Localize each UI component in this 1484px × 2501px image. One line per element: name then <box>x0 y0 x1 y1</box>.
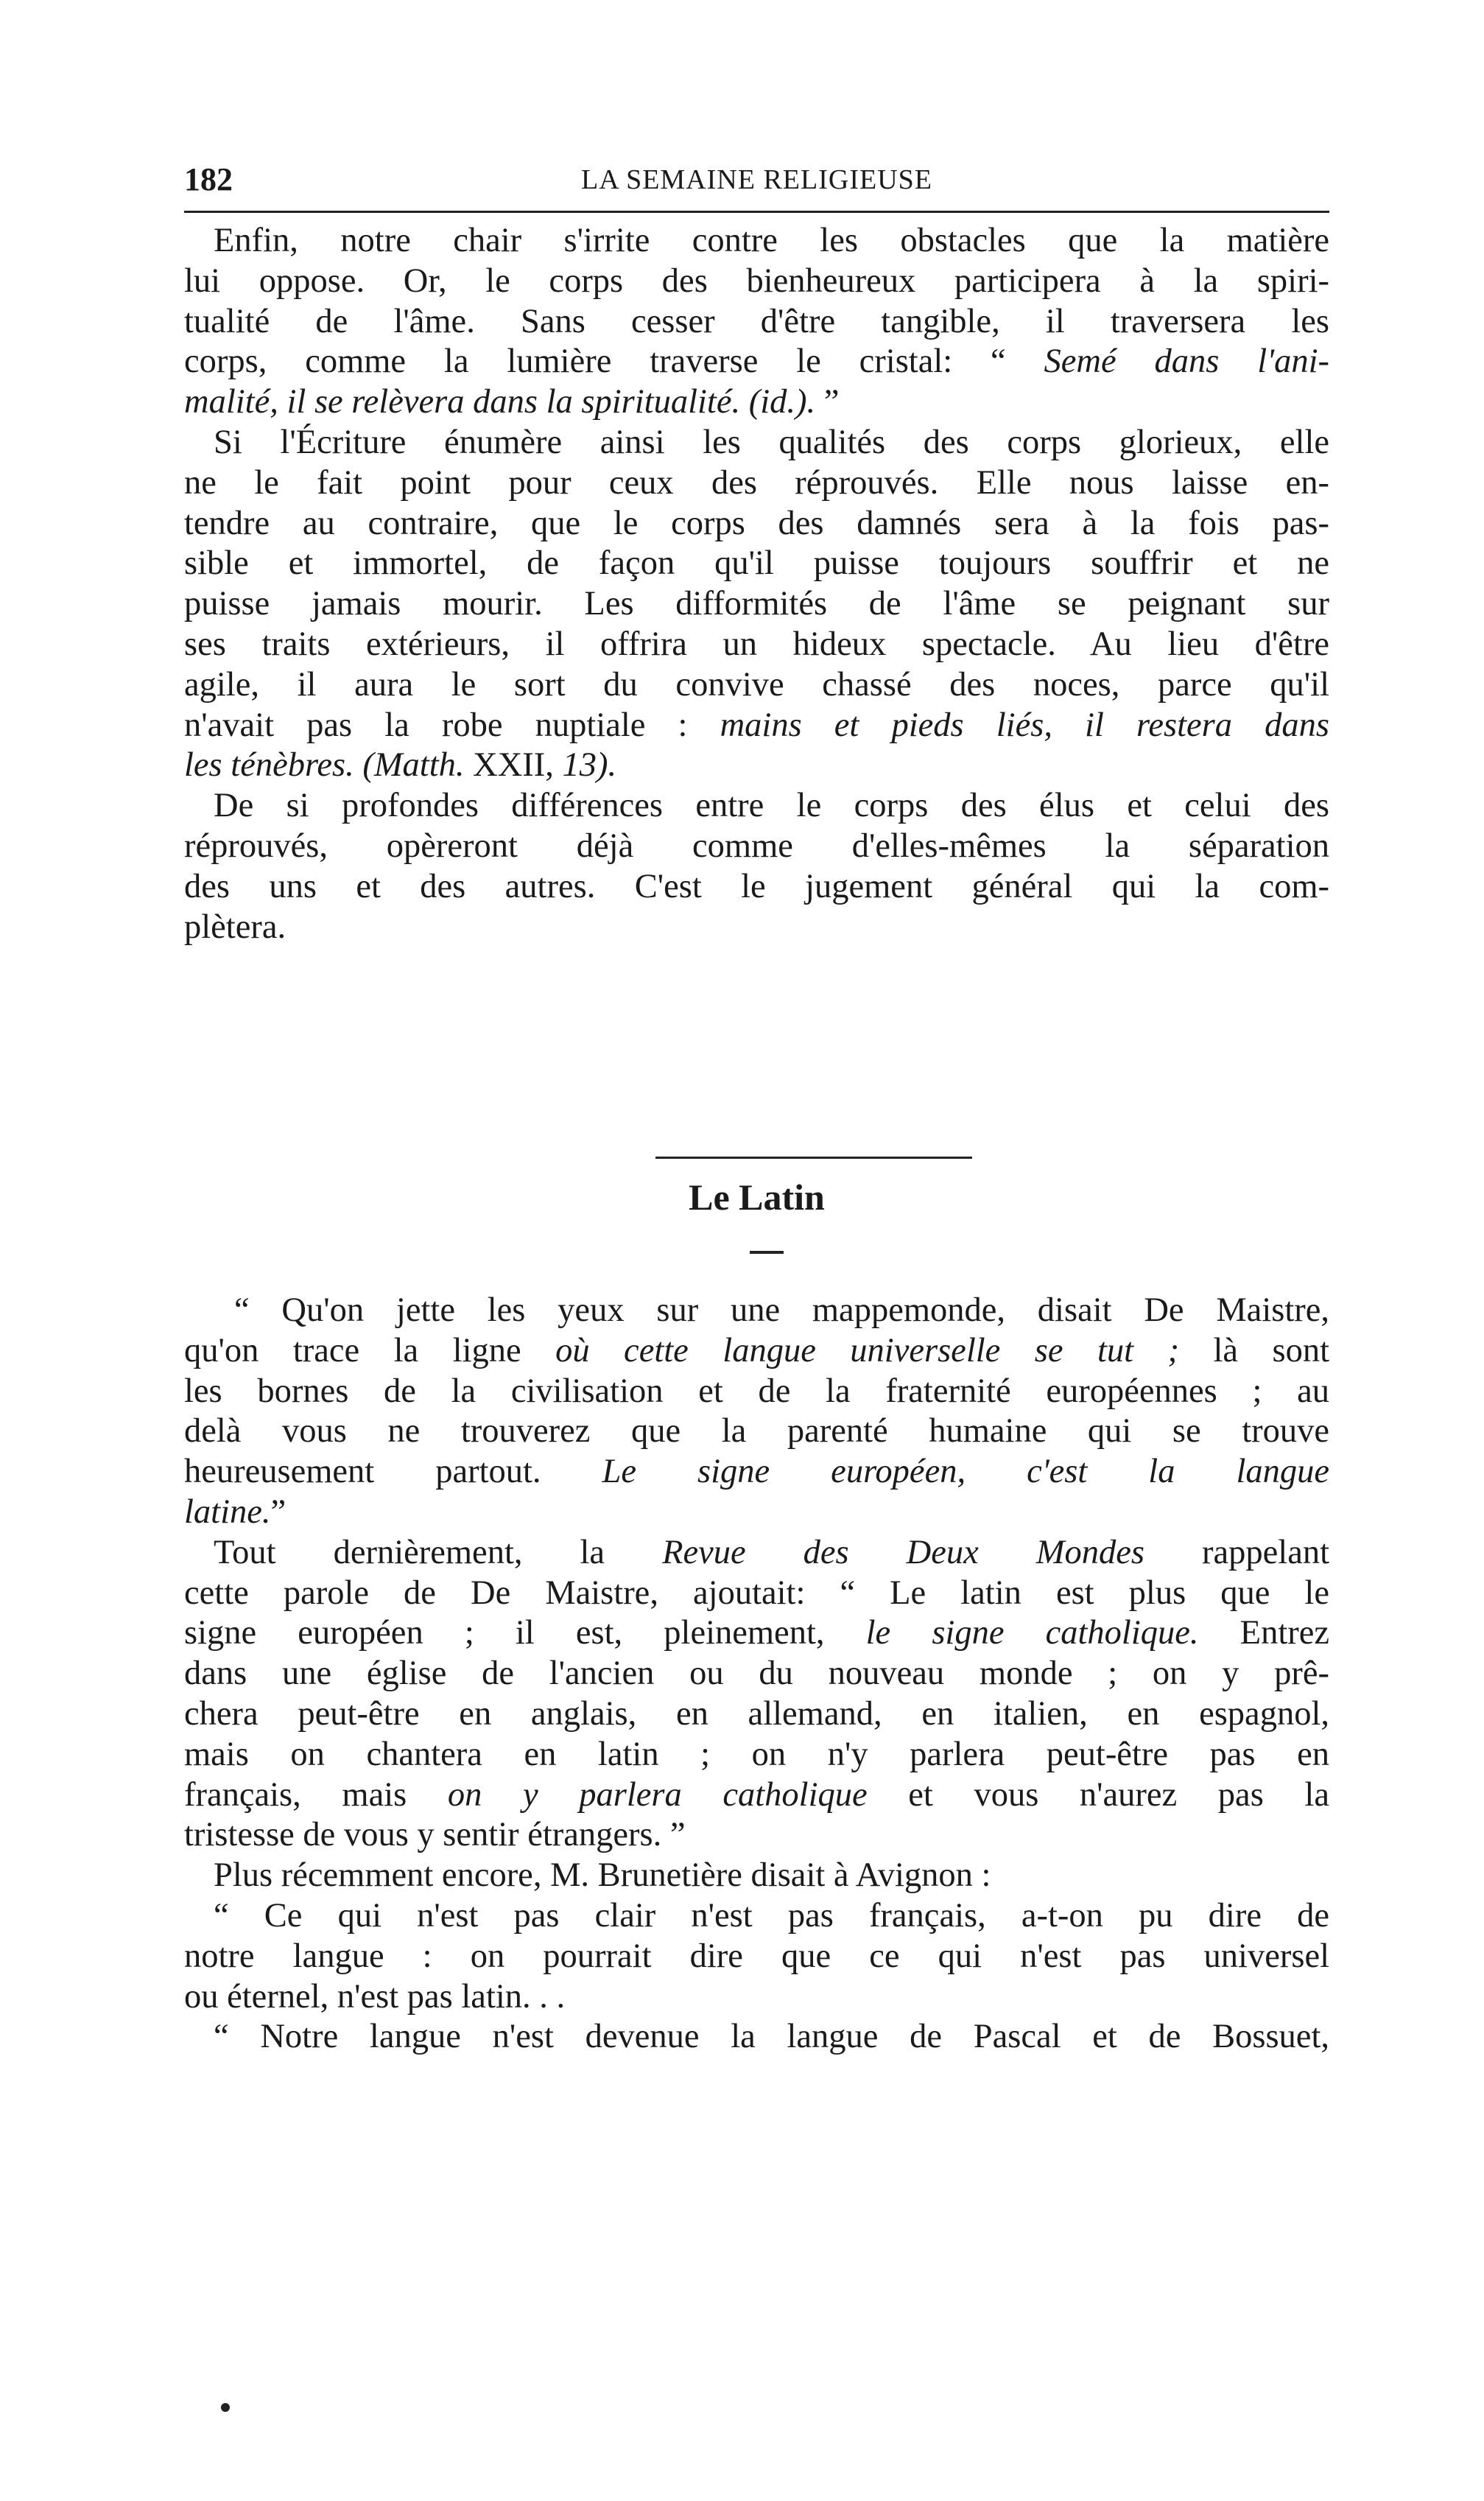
text-line <box>184 1331 1329 1372</box>
text-line <box>184 423 1329 463</box>
italic-run: 13). <box>562 746 617 785</box>
paragraphs-bottom <box>184 1291 1329 2058</box>
italic-run: malité, il se relèvera dans la spiritualité. (id.). <box>184 383 816 421</box>
text-line <box>184 382 1329 423</box>
ink-speck <box>221 2403 230 2412</box>
text-run: signe européen ; il est, pleinement, <box>184 1614 866 1652</box>
text-line <box>184 1492 1329 1533</box>
text-run: rappelant <box>1144 1533 1329 1571</box>
text-run: cette parole de De Maistre, ajoutait: “ Le latin est plus que le <box>184 1574 1329 1612</box>
text-line <box>184 544 1329 584</box>
text-run: réprouvés, opèreront déjà comme d'elles-mêmes la séparation <box>184 827 1329 865</box>
text-run: là sont <box>1179 1331 1329 1369</box>
page-number: 182 <box>184 161 233 197</box>
italic-run: latine. <box>184 1492 271 1531</box>
text-run: qu'on trace la ligne <box>184 1331 556 1369</box>
text-line <box>184 1937 1329 1977</box>
italic-run: mains et pieds liés, il restera dans <box>720 706 1329 744</box>
text-line <box>184 1735 1329 1775</box>
text-line <box>184 1291 1329 1331</box>
italic-run: Le signe européen, c'est la langue <box>602 1453 1330 1491</box>
text-line <box>184 504 1329 544</box>
italic-run: les ténèbres. (Matth. <box>184 746 465 785</box>
text-run: heureusement partout. <box>184 1453 602 1491</box>
text-run: Entrez <box>1198 1614 1330 1652</box>
text-line <box>184 1533 1329 1574</box>
italic-run: Semé dans l'ani- <box>1044 343 1329 381</box>
text-run: et vous n'aurez pas la <box>867 1775 1329 1814</box>
text-line <box>184 1694 1329 1735</box>
section-title: Le Latin <box>689 1176 825 1218</box>
text-run: Tout dernièrement, la <box>214 1533 663 1571</box>
paragraphs-top <box>184 221 1329 947</box>
text-run: lui oppose. Or, le corps des bienheureux participera à la spiri- <box>184 262 1329 300</box>
section-separator-rule <box>655 1157 972 1159</box>
text-run: De si profondes différences entre le corps des élus et celui des <box>214 787 1329 825</box>
text-run: dans une église de l'ancien ou du nouveau monde ; on y prê- <box>184 1655 1329 1693</box>
text-run: XXII, <box>464 746 563 785</box>
text-run: ou éternel, n'est pas latin. . . <box>184 1977 566 2016</box>
text-line <box>184 1411 1329 1452</box>
italic-run: on y parlera catholique <box>447 1775 868 1814</box>
text-run: ne le fait point pour ceux des réprouvés. Elle nous laisse en- <box>184 463 1329 502</box>
text-line <box>184 1613 1329 1654</box>
text-run: “ Ce qui n'est pas clair n'est pas français, a-t-on pu dire de <box>214 1896 1329 1934</box>
text-run: tendre au contraire, que le corps des damnés sera à la fois pas- <box>184 504 1329 542</box>
text-run: agile, il aura le sort du convive chassé des noces, parce qu'il <box>184 665 1329 704</box>
text-run: les bornes de la civilisation et de la fraternité européennes ; au <box>184 1372 1329 1410</box>
text-run: chera peut-être en anglais, en allemand, en italien, en espagnol, <box>184 1694 1329 1733</box>
text-run: delà vous ne trouverez que la parenté humaine qui se trouve <box>184 1412 1329 1451</box>
text-line <box>184 1977 1329 2018</box>
running-head <box>184 161 1329 205</box>
italic-run: où cette langue universelle se tut ; <box>555 1331 1179 1369</box>
text-line <box>184 342 1329 382</box>
text-line <box>184 625 1329 665</box>
text-run: des uns et des autres. C'est le jugement général qui la com- <box>184 867 1329 905</box>
text-line <box>184 2017 1329 2058</box>
text-run: Enfin, notre chair s'irrite contre les obstacles que la matière <box>214 222 1329 259</box>
text-run: ” <box>815 383 840 421</box>
text-line <box>184 867 1329 908</box>
text-run: corps, comme la lumière traverse le cristal: “ <box>184 343 1044 381</box>
text-line <box>184 746 1329 786</box>
text-run: plètera. <box>184 908 286 946</box>
text-line <box>184 1815 1329 1856</box>
text-run: mais on chantera en latin ; on n'y parlera peut-être pas en <box>184 1735 1329 1773</box>
text-line <box>184 262 1329 302</box>
text-run: notre langue : on pourrait dire que ce qui n'est pas universel <box>184 1937 1329 1975</box>
title-dash-ornament <box>750 1251 784 1254</box>
text-line <box>184 584 1329 625</box>
text-line <box>184 463 1329 504</box>
text-line <box>184 786 1329 827</box>
journal-title: LA SEMAINE RELIGIEUSE <box>581 164 932 195</box>
text-run: Plus récemment encore, M. Brunetière disait à Avignon : <box>214 1856 991 1895</box>
text-run: tristesse de vous y sentir étrangers. ” <box>184 1816 686 1854</box>
text-line <box>184 302 1329 343</box>
text-run: “ Notre langue n'est devenue la langue de Pascal et de Bossuet, <box>214 2018 1329 2056</box>
text-run: sible et immortel, de façon qu'il puisse toujours souffrir et ne <box>184 544 1329 583</box>
text-run: ” <box>270 1492 286 1531</box>
text-line <box>184 706 1329 746</box>
text-line <box>184 1856 1329 1896</box>
text-run: n'avait pas la robe nuptiale : <box>184 706 720 744</box>
text-run: puisse jamais mourir. Les difformités de l'âme se peignant sur <box>184 585 1329 623</box>
text-run: Si l'Écriture énumère ainsi les qualités des corps glorieux, elle <box>214 423 1329 461</box>
header-rule <box>184 211 1329 213</box>
text-run: “ Qu'on jette les yeux sur une mappemonde, disait De Maistre, <box>234 1291 1329 1329</box>
italic-run: le signe catholique. <box>865 1614 1199 1652</box>
text-line <box>184 908 1329 948</box>
text-line <box>184 1654 1329 1694</box>
text-line <box>184 221 1329 262</box>
text-run: tualité de l'âme. Sans cesser d'être tangible, il traversera les <box>184 302 1329 340</box>
italic-run: Revue des Deux Mondes <box>662 1533 1144 1571</box>
text-run: français, mais <box>184 1775 448 1814</box>
text-line <box>184 827 1329 867</box>
text-line <box>184 1896 1329 1937</box>
text-line <box>184 1372 1329 1412</box>
text-line <box>184 665 1329 706</box>
text-line <box>184 1452 1329 1492</box>
text-line <box>184 1574 1329 1614</box>
text-line <box>184 1775 1329 1816</box>
text-run: ses traits extérieurs, il offrira un hideux spectacle. Au lieu d'être <box>184 625 1329 663</box>
